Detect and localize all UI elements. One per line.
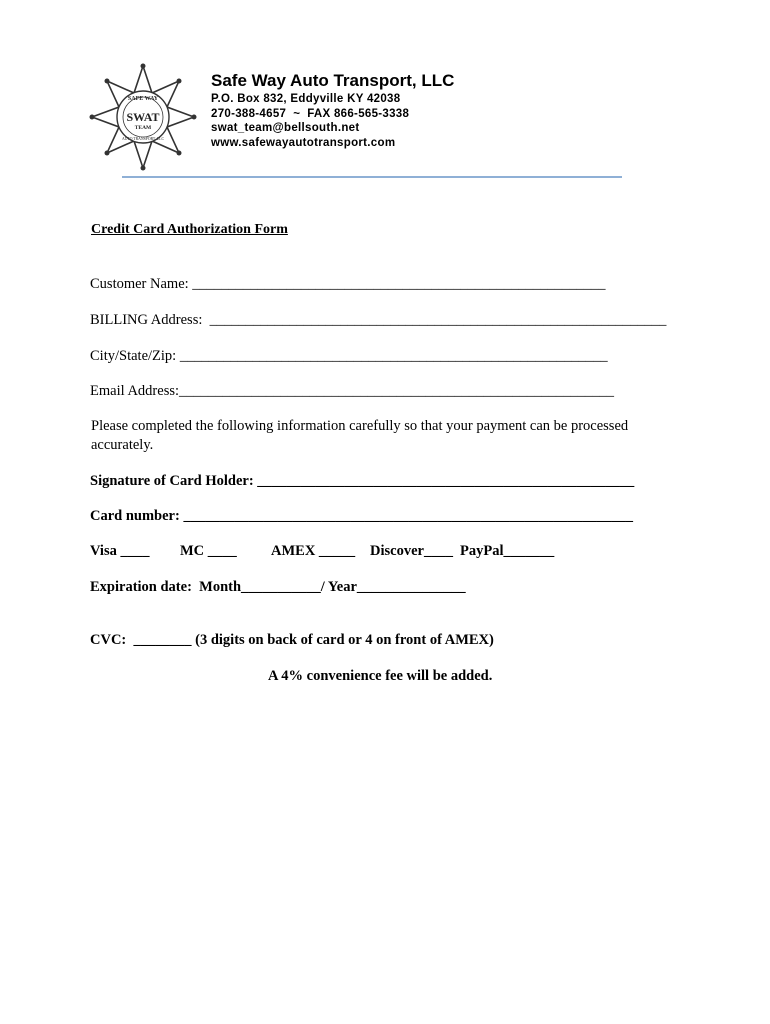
discover-option: Discover____ <box>370 543 453 559</box>
visa-option: Visa ____ <box>90 543 150 559</box>
header-divider <box>122 176 622 178</box>
expiration-date-field: Expiration date: Month___________/ Year_______________ <box>90 579 466 595</box>
billing-address-field: BILLING Address: _______________________________________________________________ <box>90 312 667 328</box>
company-address: P.O. Box 832, Eddyville KY 42038 <box>211 93 401 105</box>
customer-name-field: Customer Name: _________________________________________________________ <box>90 276 606 292</box>
company-website: www.safewayautotransport.com <box>211 136 396 149</box>
amex-option: AMEX _____ <box>271 543 356 559</box>
company-email: swat_team@bellsouth.net <box>211 122 360 134</box>
company-header <box>211 70 454 150</box>
mc-option: MC ____ <box>180 543 237 559</box>
email-address-field: Email Address:____________________________________________________________ <box>90 383 615 399</box>
cvc-field: CVC: ________ (3 digits on back of card or 4 on front of AMEX) <box>90 632 494 648</box>
paypal-option: PayPal_______ <box>460 543 555 559</box>
card-number-field: Card number: ______________________________________________________________ <box>90 508 633 524</box>
form-title: Credit Card Authorization Form <box>91 222 288 237</box>
company-name: Safe Way Auto Transport, LLC <box>211 71 455 90</box>
signature-field: Signature of Card Holder: ____________________________________________________ <box>90 473 635 489</box>
svg-text:AUTO TRANSPORT, LLC: AUTO TRANSPORT, LLC <box>121 137 165 141</box>
convenience-fee-note: A 4% convenience fee will be added. <box>268 668 493 684</box>
company-phone-fax: 270-388-4657 ~ FAX 866-565-3338 <box>211 107 410 120</box>
svg-text:TEAM: TEAM <box>134 125 152 131</box>
svg-text:SAFE WAY: SAFE WAY <box>127 96 159 102</box>
svg-text:SWAT: SWAT <box>126 110 160 124</box>
city-state-zip-field: City/State/Zip: ___________________________________________________________ <box>90 348 608 364</box>
instructions-text: Please completed the following information carefully so that your payment can be processed accurately. <box>91 418 629 453</box>
swat-team-star-logo <box>88 62 198 172</box>
